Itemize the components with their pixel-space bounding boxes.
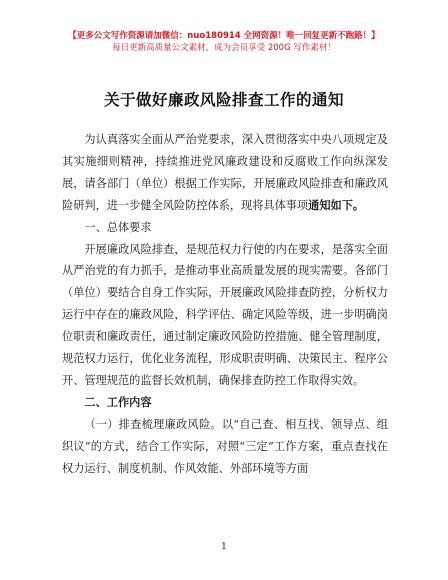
document-title: 关于做好廉政风险排查工作的通知 bbox=[103, 90, 344, 109]
page-number: 1 bbox=[221, 542, 227, 552]
promo-banner bbox=[0, 30, 448, 54]
intro-text: 为认真落实全面从严治党要求，深入贯彻落实中央八项规定及其实施细则精神，持续推进党风廉政建设和反腐败工作向纵深发展，请各部门（单位）根据工作实际，开展廉政风险排查和廉政风险研判，进一步健全风险防控体系，现将具体事项 bbox=[62, 133, 388, 212]
document-body bbox=[62, 129, 388, 480]
promo-banner-line-1: 【更多公文写作资源请加微信：nuo180914 全网资源！唯一回复更新不跑路！】 bbox=[68, 31, 380, 41]
section-2-heading: 二、工作内容 bbox=[84, 394, 152, 409]
section-1-heading: 一、总体要求 bbox=[84, 220, 152, 234]
promo-banner-line-2: 每日更新高质量公文素材，成为会员享受 200G 写作素材！ bbox=[112, 43, 336, 53]
intro-paragraph bbox=[62, 129, 388, 217]
section-2-paragraph: （一）排查梳理廉政风险。以“自己查、相互找、领导点、组织议”的方式，结合工作实际，对照“三定”工作方案，重点查找在权力运行、制度机制、作风效能、外部环境等方面 bbox=[62, 417, 388, 475]
intro-bold-text: 通知如下。 bbox=[308, 197, 365, 212]
section-1-paragraph: 开展廉政风险排查，是规范权力行使的内在要求，是落实全面从严治党的有力抓手，是推动事业高质量发展的现实需要。各部门（单位）要结合自身工作实际，开展廉政风险排查防控，分析权力运行中存在的廉政风险，科学评估、确定风险等级，进一步明确岗位职责和廉政责任，通过制定廉政风险防控措施、健全管理制度，规范权力运行，优化业务流程，形成职责明确、决策民主、程序公开、管理规范的监督长效机制，确保排查防控工作取得实效。 bbox=[62, 242, 388, 387]
